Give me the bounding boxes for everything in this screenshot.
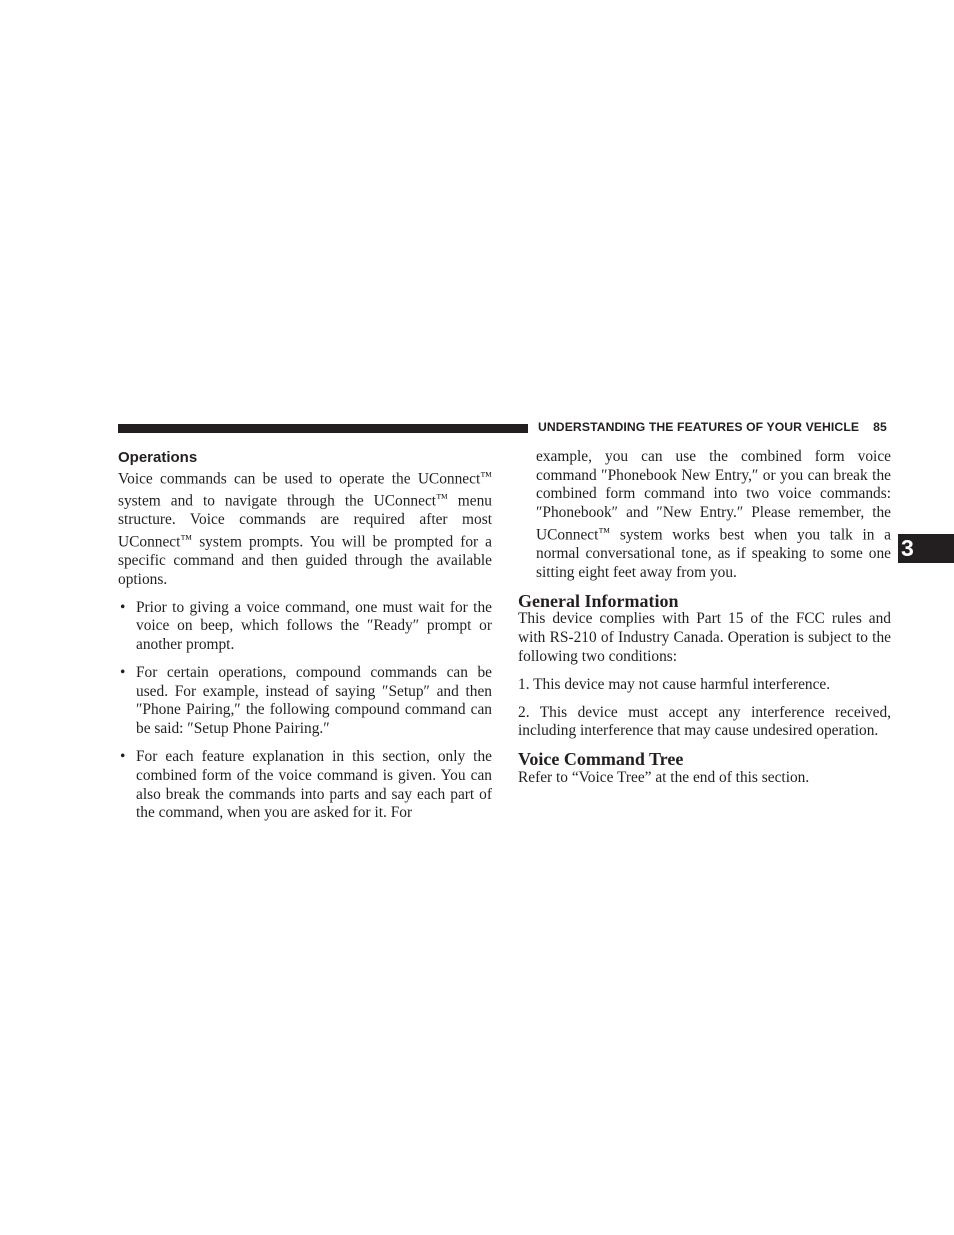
- operations-bullet-list: [118, 599, 492, 823]
- left-column: [118, 448, 492, 823]
- section-heading-general-information: General Information: [518, 590, 679, 611]
- section-heading-voice-command-tree: Voice Command Tree: [518, 749, 684, 770]
- header-rule: [118, 424, 528, 433]
- running-title: UNDERSTANDING THE FEATURES OF YOUR VEHICLE: [538, 420, 860, 434]
- condition-item: 2. This device must accept any interference received, including interference that may cause undesired operation.: [518, 703, 891, 740]
- bullet-text: For each feature explanation in this section, only the combined form of the voice command is given. You can also break the commands into parts and say each part of the command, when you are asked for it. For: [136, 748, 492, 822]
- bullet-text: For certain operations, compound commands can be used. For example, instead of saying ″Setup″ and then ″Phone Pairing,″ the following compound command can be said: ″Setup Phone Pairing.″: [136, 664, 492, 738]
- page-number: 85: [873, 420, 887, 434]
- bullet-glyph: •: [120, 664, 126, 681]
- bullet-continuation: example, you can use the combined form voice command ″Phonebook New Entry,″ or you can break the combined form command into two voice commands: ″Phonebook″ and ″New Entry.″ Please remember, the UConnect™ system works best when you talk in a normal conversational tone, as if speaking to some one sitting eight feet away from you.: [536, 448, 891, 581]
- bullet-text: Prior to giving a voice command, one must wait for the voice on beep, which follows the ″Ready″ prompt or another prompt.: [136, 598, 492, 653]
- voice-command-tree-body: Refer to “Voice Tree” at the end of this section.: [518, 769, 810, 787]
- operations-intro: Voice commands can be used to operate the UConnect™ system and to navigate through the UConnect™ menu structure. Voice commands are required after most UConnect™ system prompts. You will be prompted for a specific command and then guided through the available options.: [118, 469, 493, 588]
- bullet-item: [118, 599, 492, 655]
- condition-item: 1. This device may not cause harmful interference.: [518, 675, 831, 693]
- general-info-body: This device complies with Part 15 of the FCC rules and with RS-210 of Industry Canada. Operation is subject to the following two conditions:: [518, 610, 891, 665]
- bullet-glyph: •: [120, 598, 126, 616]
- bullet-glyph: •: [120, 748, 126, 766]
- running-header: [538, 420, 887, 434]
- section-heading-operations: Operations: [118, 449, 198, 466]
- bullet-item: [118, 664, 492, 739]
- right-column: [518, 448, 891, 788]
- bullet-item: [118, 748, 492, 823]
- chapter-tab: 3: [898, 534, 954, 563]
